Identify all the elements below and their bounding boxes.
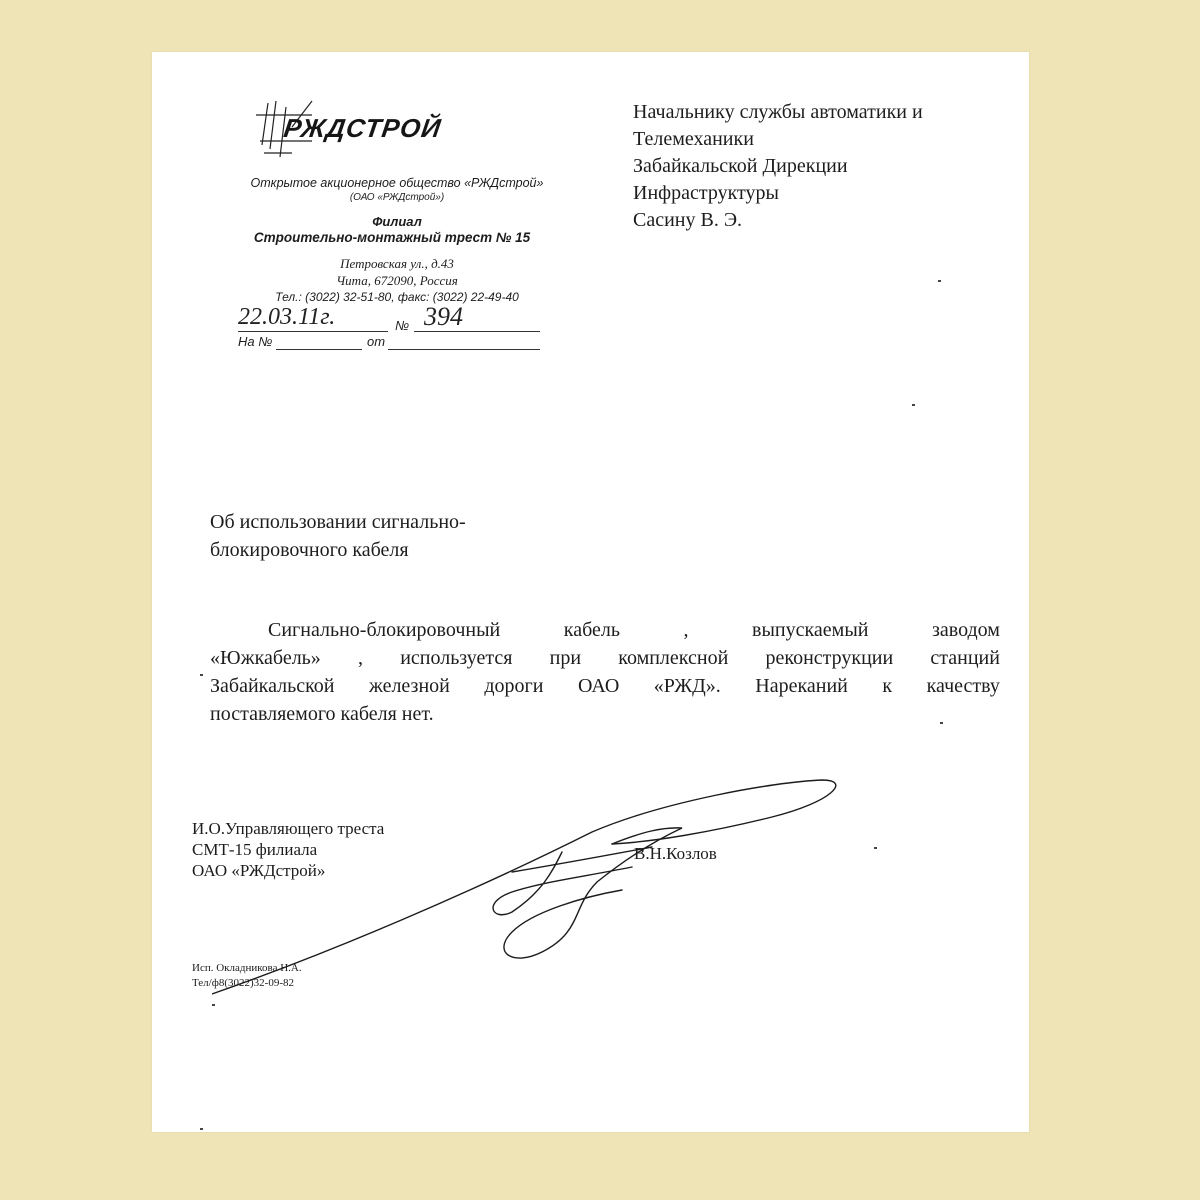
scan-speck — [912, 404, 915, 406]
signatory-title-line: И.О.Управляющего треста — [192, 819, 385, 838]
body-word: комплексной — [618, 647, 729, 669]
org-full-name: Открытое акционерное общество «РЖДстрой» — [250, 176, 544, 190]
executor-info — [192, 961, 302, 991]
scan-speck — [212, 1004, 215, 1006]
body-word: Забайкальской — [210, 675, 335, 697]
number-label: № — [395, 318, 410, 333]
address-city: Чита, 672090, Россия — [336, 273, 458, 288]
body-word: , — [683, 619, 689, 641]
body-word: «РЖД». — [653, 675, 721, 697]
body-word: качеству — [926, 675, 1000, 697]
addressee-line: Телемеханики — [633, 128, 754, 150]
trust-name: Строительно-монтажный трест № 15 — [253, 230, 531, 245]
scan-speck — [200, 1128, 203, 1130]
subject-line: Об использовании сигнально- — [210, 511, 466, 533]
body-word: «Южкабель» — [210, 647, 321, 669]
outgoing-number: 394 — [424, 302, 463, 331]
handwritten-signature — [212, 772, 912, 1012]
scan-speck — [940, 722, 943, 724]
company-logo — [252, 97, 532, 167]
body-word: , — [358, 647, 363, 669]
body-word: дороги — [484, 675, 544, 697]
signatory-title-line: ОАО «РЖДстрой» — [192, 861, 326, 880]
letter-page — [152, 52, 1029, 1132]
phone-fax: Тел.: (3022) 32-51-80, факс: (3022) 22-49-40 — [275, 290, 519, 304]
addressee-line: Сасину В. Э. — [633, 209, 743, 231]
body-word: Сигнально-блокировочный — [268, 619, 501, 641]
body-word: используется — [400, 647, 513, 669]
date-underline — [238, 331, 388, 332]
address-street: Петровская ул., д.43 — [340, 256, 454, 271]
body-line — [210, 672, 1000, 700]
body-word: Нареканий — [755, 675, 848, 697]
number-underline — [414, 331, 540, 332]
addressee-line: Инфраструктуры — [633, 182, 779, 204]
subject-heading — [210, 508, 550, 564]
branch-label: Филиал — [372, 214, 422, 229]
org-short-name: (ОАО «РЖДстрой») — [349, 192, 445, 203]
subject-line: блокировочного кабеля — [210, 539, 409, 561]
addressee-block — [633, 99, 1013, 234]
body-word: к — [882, 675, 893, 697]
body-word: ОАО — [577, 675, 620, 697]
letter-body — [210, 616, 1000, 728]
addressee-line: Забайкальской Дирекции — [633, 155, 848, 177]
logo-text: РЖДСТРОЙ — [281, 113, 444, 143]
scan-speck — [938, 280, 941, 282]
body-word: кабель — [563, 619, 620, 641]
in-reply-underline — [276, 349, 362, 350]
body-line — [210, 644, 1000, 672]
body-line — [210, 616, 1000, 644]
body-word: заводом — [932, 619, 1000, 641]
signatory-title-line: СМТ-15 филиала — [192, 840, 318, 859]
from-label: от — [367, 334, 386, 349]
from-underline — [388, 349, 540, 350]
scan-speck — [874, 847, 877, 849]
executor-phone: Тел/ф8(3022)32-09-82 — [192, 977, 295, 989]
executor-name: Исп. Окладникова Н.А. — [192, 962, 302, 974]
addressee-line: Начальнику службы автоматики и — [633, 101, 923, 123]
body-word: станций — [930, 647, 1000, 669]
signatory-name: В.Н.Козлов — [634, 844, 717, 863]
in-reply-label: На № — [238, 334, 273, 349]
body-word: железной — [369, 675, 450, 697]
body-word: при — [549, 647, 582, 669]
scan-speck — [200, 674, 203, 676]
body-word: выпускаемый — [752, 619, 869, 641]
body-word: реконструкции — [765, 647, 894, 669]
body-line: поставляемого кабеля нет. — [210, 703, 434, 725]
outgoing-date: 22.03.11г. — [238, 304, 336, 330]
